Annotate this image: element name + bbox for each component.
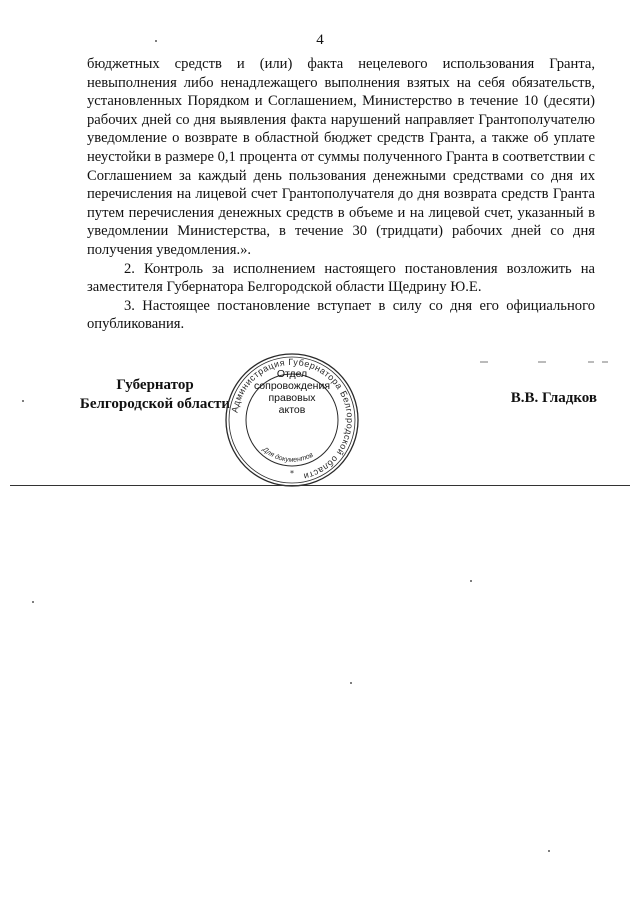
document-body — [87, 55, 595, 334]
svg-text:*: * — [290, 469, 294, 478]
seal-bottom-text: Для документов — [261, 446, 315, 464]
scan-artifact-dashes — [480, 350, 610, 352]
scan-speck — [470, 580, 472, 582]
seal-center-line2: сопровождения — [253, 380, 331, 392]
svg-text:Для документов — [260, 446, 314, 464]
seal-center-line1: Отдел — [276, 368, 308, 380]
official-seal — [222, 350, 362, 490]
seal-center-line4: актов — [278, 404, 306, 416]
signatory-title-line2: Белгородской области — [79, 396, 231, 412]
page-divider — [10, 485, 630, 486]
scan-speck — [155, 40, 157, 42]
paragraph-3: 3. Настоящее постановление вступает в силу со дня его официального опубликования. — [87, 297, 595, 333]
scan-speck — [548, 850, 550, 852]
paragraph-continued: бюджетных средств и (или) факта нецелевого использования Гранта, невыполнения либо ненадлежащего выполнения взятых на себя обязательств, установленных Порядком и Соглашением, Министерство в течение 10 (десяти) рабочих дней со дня выявления факта нарушений направляет Грантополучателю уведомление о возврате в областной бюджет средств Гранта, а также об уплате неустойки в размере 0,1 процента от суммы полученного Гранта в соответствии с Соглашением за каждый день пользования денежными средствами со дня их перечисления на лицевой счет Грантополучателя до дня возврата средств Гранта путем перечисления денежных средств в объеме и на лицевой счет, указанный в уведомлении Министерства, в течение 30 (тридцати) рабочих дней со дня получения уведомления.». — [87, 56, 595, 258]
scan-speck — [22, 400, 24, 402]
signatory-title-line1: Губернатор — [116, 377, 194, 393]
signatory-name: В.В. Гладков — [510, 390, 597, 406]
seal-center-text — [222, 364, 362, 416]
page-number: 4 — [316, 32, 324, 48]
seal-ring-text: Администрация Губернатора Белгородской области — [229, 356, 356, 482]
scan-speck — [32, 601, 34, 603]
paragraph-2: 2. Контроль за исполнением настоящего постановления возложить на заместителя Губернатора Белгородской области Щедрину Ю.Е. — [87, 260, 595, 296]
scan-speck — [350, 682, 352, 684]
seal-center-line3: правовых — [268, 392, 316, 404]
